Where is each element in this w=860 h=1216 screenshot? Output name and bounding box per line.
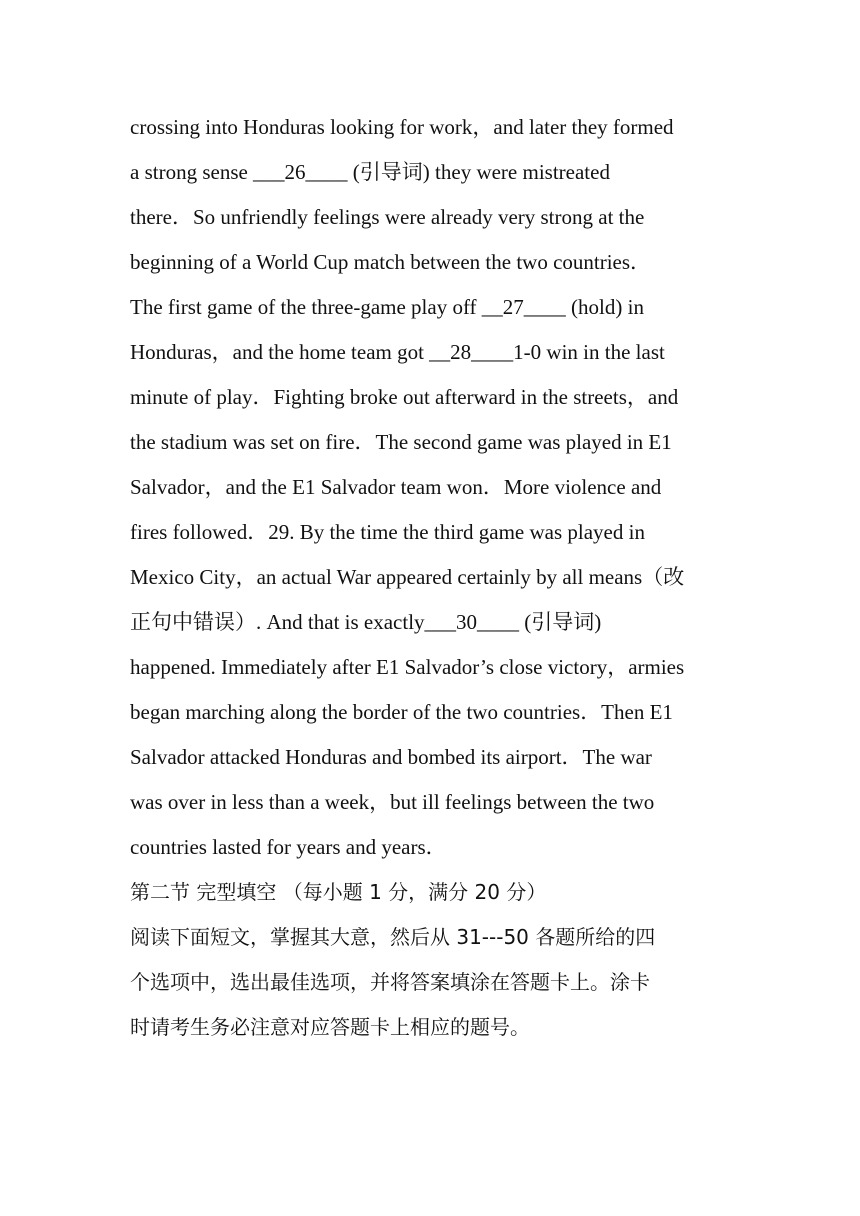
passage-line-4: beginning of a World Cup match between the two countries． bbox=[130, 250, 652, 274]
passage-line-13: happened. Immediately after E1 Salvador’s close victory，armies bbox=[130, 655, 685, 679]
instruction-line-3: 时请考生务必注意对应答题卡上相应的题号。 bbox=[130, 1015, 530, 1039]
passage-line-9: Salvador，and the E1 Salvador team won．More violence and bbox=[130, 475, 662, 499]
instruction-line-1: 阅读下面短文，掌握其大意，然后从 31---50 各题所给的四 bbox=[130, 925, 656, 949]
passage-line-15: Salvador attacked Honduras and bombed its airport．The war bbox=[130, 745, 652, 769]
instruction-line-2: 个选项中，选出最佳选项，并将答案填涂在答题卡上。涂卡 bbox=[130, 970, 650, 994]
passage-line-7: minute of play．Fighting broke out afterward in the streets，and bbox=[130, 385, 679, 409]
document-body bbox=[130, 105, 740, 1050]
passage-line-17: countries lasted for years and years． bbox=[130, 835, 447, 859]
passage-line-16: was over in less than a week，but ill feelings between the two bbox=[130, 790, 655, 814]
passage-line-12: 正句中错误）. And that is exactly___30____ (引导词) bbox=[130, 610, 602, 634]
passage-line-1: crossing into Honduras looking for work，and later they formed bbox=[130, 115, 674, 139]
section-heading: 第二节 完型填空 （每小题 1 分，满分 20 分） bbox=[130, 880, 547, 904]
passage-line-5: The first game of the three-game play off __27____ (hold) in bbox=[130, 295, 644, 319]
passage-line-3: there．So unfriendly feelings were already very strong at the bbox=[130, 205, 645, 229]
passage-line-6: Honduras，and the home team got __28____1-0 win in the last bbox=[130, 340, 665, 364]
passage-line-10: fires followed．29. By the time the third game was played in bbox=[130, 520, 645, 544]
passage-line-11: Mexico City，an actual War appeared certainly by all means（改 bbox=[130, 565, 685, 589]
passage-line-2: a strong sense ___26____ (引导词) they were mistreated bbox=[130, 160, 610, 184]
passage-line-14: began marching along the border of the two countries．Then E1 bbox=[130, 700, 673, 724]
passage-line-8: the stadium was set on fire．The second game was played in E1 bbox=[130, 430, 672, 454]
